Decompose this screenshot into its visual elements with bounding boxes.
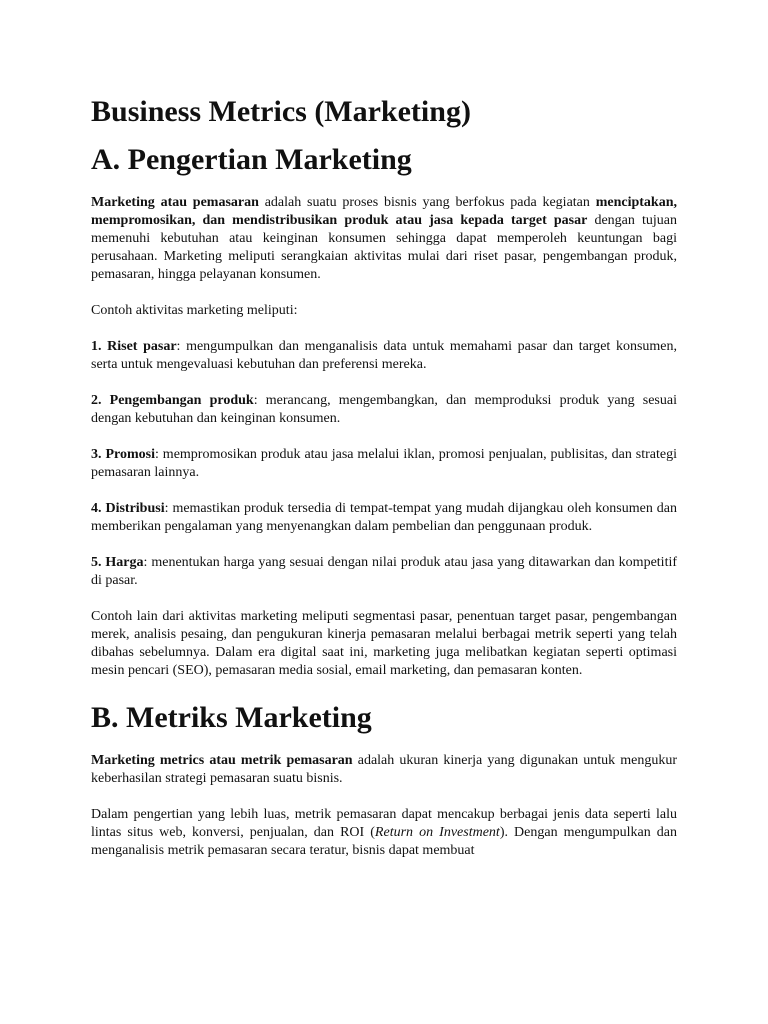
list-item-desc: : menentukan harga yang sesuai dengan nilai produk atau jasa yang ditawarkan dan kompetitif di pasar. <box>91 555 678 588</box>
list-item-desc: : mempromosikan produk atau jasa melalui iklan, promosi penjualan, publisitas, dan strategi pemasaran lainnya. <box>91 447 677 480</box>
intro-text-2: dengan tujuan memenuhi kebutuhan atau keinginan konsumen sehingga dapat memperoleh keuntungan bagi perusahaan. Marketing meliputi serangkaian aktivitas mulai dari riset pasar, pengembangan produk, pemasaran, hingga pelayanan konsumen. <box>91 213 677 282</box>
examples-intro: Contoh aktivitas marketing meliputi: <box>91 303 298 318</box>
section-a-heading: A. Pengertian Marketing <box>91 143 412 176</box>
list-item-term: 2. Pengembangan produk <box>91 393 254 408</box>
para2-text-1: Dalam pengertian yang lebih luas, metrik pemasaran dapat mencakup berbagai jenis data seperti lalu lintas situs web, konversi, penjualan, dan ROI ( <box>91 807 677 840</box>
metrics-intro-text: adalah ukuran kinerja yang digunakan untuk mengukur keberhasilan strategi pemasaran suatu bisnis. <box>91 753 677 786</box>
list-item-distribusi <box>91 500 677 536</box>
document-page <box>91 92 677 878</box>
intro-bold-phrase: menciptakan, mempromosikan, dan mendistribusikan produk atau jasa kepada target pasar <box>91 195 677 228</box>
section-a-intro-paragraph <box>91 194 677 284</box>
intro-bold-term: Marketing atau pemasaran <box>91 195 259 210</box>
list-item-term: 5. Harga <box>91 555 144 570</box>
list-item-desc: : memastikan produk tersedia di tempat-tempat yang mudah dijangkau oleh konsumen dan memberikan pengalaman yang menyenangkan dalam pembelian dan penggunaan produk. <box>91 501 678 534</box>
metrics-bold-term: Marketing metrics atau metrik pemasaran <box>91 753 353 768</box>
para2-text-2: ). Dengan mengumpulkan dan menganalisis metrik pemasaran secara teratur, bisnis dapat membuat <box>91 825 678 858</box>
list-item-promosi <box>91 446 677 482</box>
list-item-desc: : merancang, mengembangkan, dan memproduksi produk yang sesuai dengan kebutuhan dan keinginan konsumen. <box>91 393 677 426</box>
roi-italic-term: Return on Investment <box>374 825 500 840</box>
intro-text-1: adalah suatu proses bisnis yang berfokus pada kegiatan <box>258 195 596 210</box>
document-title: Business Metrics (Marketing) <box>91 95 471 128</box>
list-item-term: 4. Distribusi <box>91 501 165 516</box>
list-item-desc: : mengumpulkan dan menganalisis data untuk memahami pasar dan target konsumen, serta untuk mengevaluasi kebutuhan dan preferensi mereka. <box>91 339 677 372</box>
list-item-riset-pasar <box>91 338 677 374</box>
list-item-harga <box>91 554 677 590</box>
section-b-heading: B. Metriks Marketing <box>91 701 372 734</box>
list-item-pengembangan-produk <box>91 392 677 428</box>
list-item-term: 3. Promosi <box>91 447 155 462</box>
list-item-term: 1. Riset pasar <box>91 339 177 354</box>
section-a-closing-paragraph: Contoh lain dari aktivitas marketing meliputi segmentasi pasar, penentuan target pasar, pengembangan merek, analisis pesaing, dan pengukuran kinerja pemasaran melalui berbagai metrik seperti yang telah dibahas sebelumnya. Dalam era digital saat ini, marketing juga melibatkan kegiatan seperti optimasi mesin pencari (SEO), pemasaran media sosial, email marketing, dan pemasaran konten. <box>91 609 677 678</box>
section-b-intro-paragraph <box>91 752 677 788</box>
section-b-paragraph-2 <box>91 806 677 860</box>
